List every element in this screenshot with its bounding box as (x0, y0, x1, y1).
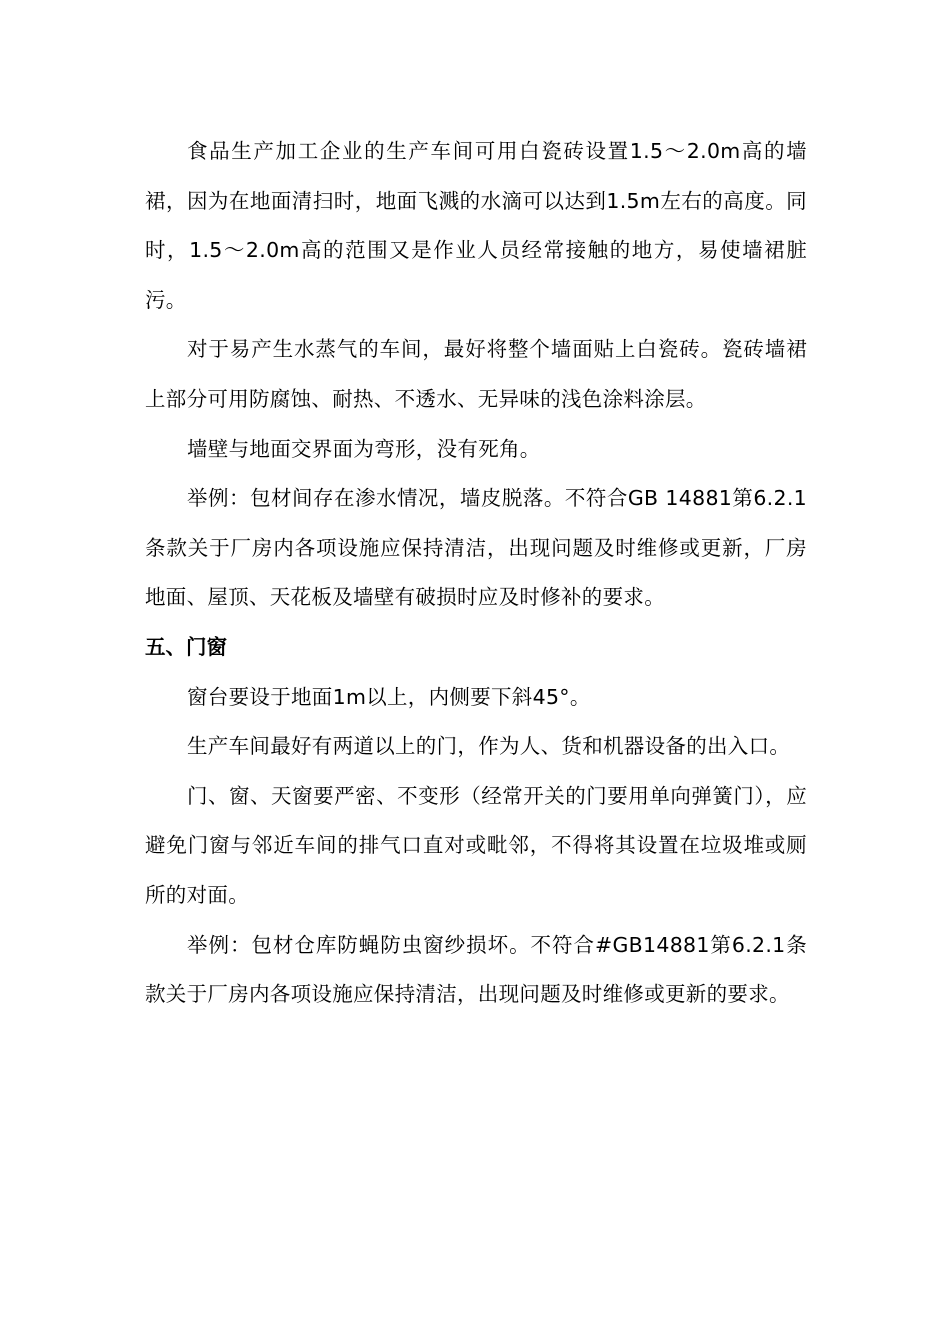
paragraph-example-warehouse: 举例：包材仓库防蝇防虫窗纱损坏。不符合#GB14881第6.2.1条款关于厂房内各项设施应保持清洁，出现问题及时维修或更新的要求。 (145, 932, 807, 1007)
paragraph-doors-windows-sealing: 门、窗、天窗要严密、不变形（经常开关的门要用单向弹簧门），应避免门窗与邻近车间的排气口直对或毗邻，不得将其设置在垃圾堆或厕所的对面。 (145, 783, 807, 907)
paragraph-wall-floor-junction: 墙壁与地面交界面为弯形，没有死角。 (187, 436, 541, 461)
paragraph-example-packaging-room: 举例：包材间存在渗水情况，墙皮脱落。不符合GB 14881第6.2.1条款关于厂房内各项设施应保持清洁，出现问题及时维修或更新，厂房地面、屋顶、天花板及墙壁有破损时应及时修补的要求。 (145, 486, 807, 610)
document-page (145, 127, 807, 1020)
paragraph-windowsill: 窗台要设于地面1m以上，内侧要下斜45°。 (187, 684, 591, 709)
paragraph-steam-workshop: 对于易产生水蒸气的车间，最好将整个墙面贴上白瓷砖。瓷砖墙裙上部分可用防腐蚀、耐热、不透水、无异味的浅色涂料涂层。 (145, 337, 807, 411)
paragraph-doors: 生产车间最好有两道以上的门，作为人、货和机器设备的出入口。 (187, 734, 791, 759)
paragraph-wall-skirt: 食品生产加工企业的生产车间可用白瓷砖设置1.5～2.0m高的墙裙，因为在地面清扫时，地面飞溅的水滴可以达到1.5m左右的高度。同时，1.5～2.0m高的范围又是作业人员经常接触的地方，易使墙裙脏污。 (145, 139, 807, 312)
section-heading-doors-windows: 五、门窗 (145, 634, 227, 659)
